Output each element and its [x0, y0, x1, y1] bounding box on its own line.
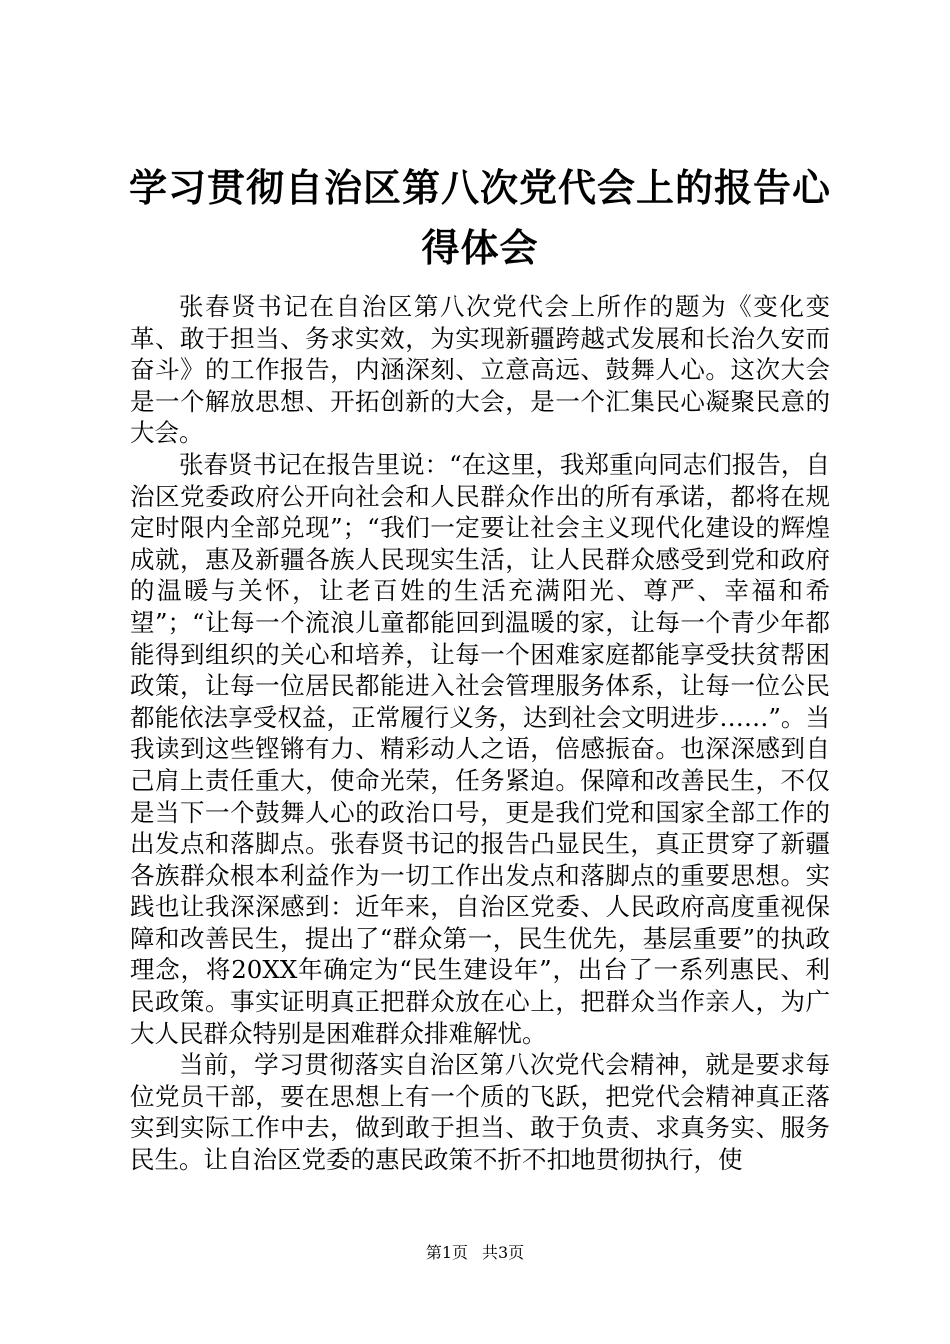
page-footer	[0, 1243, 950, 1263]
document-body	[130, 291, 830, 1176]
paragraph-1: 张春贤书记在自治区第八次党代会上所作的题为《变化变革、敢于担当、务求实效，为实现新疆跨越式发展和长治久安而奋斗》的工作报告，内涵深刻、立意高远、鼓舞人心。这次大会是一个解放思想、开拓创新的大会，是一个汇集民心凝聚民意的大会。	[130, 292, 830, 448]
document-title: 学习贯彻自治区第八次党代会上的报告心得体会	[128, 166, 831, 270]
page-total: 共3页	[482, 1243, 525, 1262]
page-number: 第1页	[425, 1243, 468, 1262]
paragraph-2: 张春贤书记在报告里说：“在这里，我郑重向同志们报告，自治区党委政府公开向社会和人民群众作出的所有承诺，都将在规定时限内全部兑现”；“我们一定要让社会主义现代化建设的辉煌成就，惠及新疆各族人民现实生活，让人民群众感受到党和政府的温暖与关怀，让老百姓的生活充满阳光、尊严、幸福和希望”；“让每一个流浪儿童都能回到温暖的家，让每一个青少年都能得到组织的关心和培养，让每一个困难家庭都能享受扶贫帮困政策，让每一位居民都能进入社会管理服务体系，让每一位公民都能依法享受权益，正常履行义务，达到社会文明进步……”。当我读到这些铿锵有力、精彩动人之语，倍感振奋。也深深感到自己肩上责任重大，使命光荣，任务紧迫。保障和改善民生，不仅是当下一个鼓舞人心的政治口号，更是我们党和国家全部工作的出发点和落脚点。张春贤书记的报告凸显民生，真正贯穿了新疆各族群众根本利益作为一切工作出发点和落脚点的重要思想。实践也让我深深感到：近年来，自治区党委、人民政府高度重视保障和改善民生，提出了“群众第一，民生优先，基层重要”的执政理念，将20XX年确定为“民生建设年”，出台了一系列惠民、利民政策。事实证明真正把群众放在心上，把群众当作亲人，为广大人民群众特别是困难群众排难解忧。	[130, 449, 830, 1048]
paragraph-3: 当前，学习贯彻落实自治区第八次党代会精神，就是要求每位党员干部，要在思想上有一个质的飞跃，把党代会精神真正落实到实际工作中去，做到敢于担当、敢于负责、求真务实、服务民生。让自治区党委的惠民政策不折不扣地贯彻执行，使	[130, 1050, 830, 1175]
